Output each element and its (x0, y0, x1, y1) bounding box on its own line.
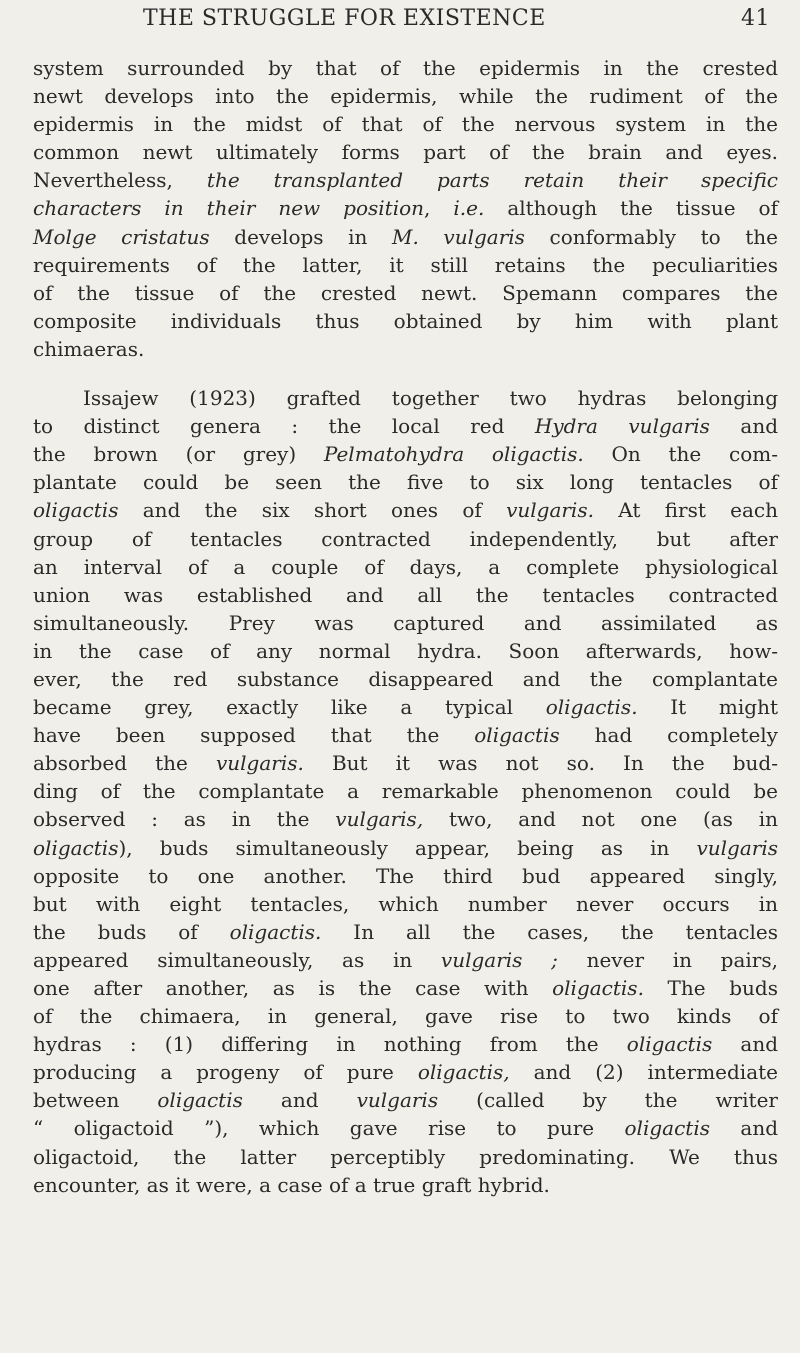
italic-text: oligactis. (229, 919, 322, 944)
italic-text: vulgaris (696, 835, 778, 860)
page-number: 41 (741, 6, 770, 31)
paragraph (33, 384, 778, 1199)
text-run: , (424, 196, 454, 221)
italic-text: oligactis (33, 498, 119, 523)
text-run: never in pairs, (557, 947, 778, 972)
text-line (33, 777, 778, 805)
text-run: and (709, 1116, 779, 1141)
text-run: union was established and all the tentacles contracted (33, 582, 778, 607)
text-run: plantate could be seen the five to six long tentacles of (33, 470, 778, 495)
text-line (33, 1171, 778, 1199)
text-run: of the chimaera, in general, gave rise to two kinds of (33, 1004, 778, 1029)
text-line (33, 223, 778, 251)
text-line (33, 581, 778, 609)
text-run: But it was not so. In the bud- (303, 751, 778, 776)
paragraph (33, 54, 778, 363)
italic-text: oligactis (157, 1088, 243, 1113)
text-line (33, 665, 778, 693)
text-line (33, 54, 778, 82)
text-line (33, 110, 778, 138)
text-run: newt develops into the epidermis, while the rudiment of the (33, 84, 778, 109)
italic-text: oligactis, (417, 1060, 510, 1085)
text-line (33, 412, 778, 440)
italic-text: oligactis (474, 723, 560, 748)
text-run: oligactoid, the latter perceptibly predominating. We thus (33, 1144, 778, 1169)
body-text (33, 54, 778, 1199)
text-run: two, and not one (as in (423, 807, 779, 832)
text-line (33, 1114, 778, 1142)
italic-text: i.e. (453, 196, 485, 221)
running-header (33, 6, 770, 36)
text-run: observed : as in the (33, 807, 336, 832)
text-run: ever, the red substance disappeared and the complantate (33, 666, 778, 691)
text-line (33, 834, 778, 862)
running-title: THE STRUGGLE FOR EXISTENCE (143, 6, 546, 31)
text-run: and (712, 1032, 779, 1057)
text-line (33, 553, 778, 581)
text-line (33, 749, 778, 777)
text-run: requirements of the latter, it still retains the peculiarities (33, 252, 778, 277)
text-run: In all the cases, the tentacles (321, 919, 778, 944)
text-line (33, 862, 778, 890)
text-run: Nevertheless, (33, 168, 207, 193)
text-run: in the case of any normal hydra. Soon afterwards, how- (33, 638, 778, 663)
text-run: group of tentacles contracted independently, but after (33, 526, 778, 551)
text-run: but with eight tentacles, which number never occurs in (33, 891, 778, 916)
text-run: ), buds simultaneously appear, being as in (118, 835, 697, 860)
text-run: opposite to one another. The third bud appeared singly, (33, 863, 778, 888)
text-line (33, 721, 778, 749)
italic-text: oligactis. (552, 976, 644, 1000)
text-run: although the tissue of (484, 196, 778, 221)
italic-text: Pelmatohydra oligactis. (323, 442, 584, 467)
text-line (33, 525, 778, 553)
text-run: conformably to the (524, 224, 778, 249)
text-line (33, 307, 778, 335)
text-line (33, 166, 778, 194)
text-line (33, 194, 778, 222)
text-line (33, 1002, 778, 1030)
text-run: It might (637, 695, 779, 720)
text-line (33, 279, 778, 307)
italic-text: vulgaris, (335, 807, 424, 832)
text-run: to distinct genera : the local red (33, 414, 535, 439)
text-line (33, 82, 778, 110)
italic-text: oligactis (626, 1032, 713, 1057)
text-run: an interval of a couple of days, a complete physiological (33, 554, 778, 579)
paragraph-gap (33, 363, 778, 384)
italic-text: vulgaris. (506, 498, 594, 523)
italic-text: vulgaris. (215, 751, 304, 776)
text-run: had completely (559, 723, 778, 748)
text-run: the brown (or grey) (33, 442, 324, 467)
text-run: At first each (593, 498, 778, 523)
text-run: absorbed the (33, 751, 216, 776)
text-line (33, 693, 778, 721)
text-line (33, 946, 778, 974)
italic-text: oligactis. (545, 695, 638, 720)
text-run: encounter, as it were, a case of a true graft hybrid. (33, 1172, 550, 1197)
text-line (33, 468, 778, 496)
text-line (33, 1143, 778, 1171)
text-run: and (242, 1088, 357, 1113)
text-run: “ oligactoid ”), which gave rise to pure (33, 1116, 625, 1141)
text-run: ding of the complantate a remarkable phenomenon could be (33, 779, 778, 804)
italic-text: oligactis (624, 1116, 710, 1141)
text-run: develops in (209, 224, 392, 249)
text-line (33, 918, 778, 946)
text-line (33, 496, 778, 524)
text-run: On the com- (583, 442, 778, 467)
italic-text: vulgaris (356, 1088, 439, 1113)
text-run: epidermis in the midst of that of the nervous system in the (33, 112, 778, 137)
text-line (33, 1058, 778, 1086)
italic-text: Molge cristatus (33, 224, 210, 249)
text-line (33, 1086, 778, 1114)
text-line (33, 335, 778, 363)
text-line (33, 974, 778, 1002)
text-run: system surrounded by that of the epidermis in the crested (33, 56, 778, 80)
text-run: simultaneously. Prey was captured and assimilated as (33, 610, 778, 635)
text-line (33, 251, 778, 279)
text-run: and the six short ones of (118, 498, 507, 523)
text-run: and (2) intermediate (509, 1060, 778, 1085)
text-line (33, 1030, 778, 1058)
text-run: the buds of (33, 919, 230, 944)
text-run: have been supposed that the (33, 723, 475, 748)
text-line (33, 440, 778, 468)
text-run: and (709, 414, 778, 439)
text-run: hydras : (1) differing in nothing from the (33, 1032, 627, 1057)
text-run: became grey, exactly like a typical (33, 695, 546, 720)
text-run: appeared simultaneously, as in (33, 947, 441, 972)
italic-text: oligactis (33, 835, 119, 860)
text-run: of the tissue of the crested newt. Spemann compares the (33, 280, 778, 305)
text-line (33, 890, 778, 918)
italic-text: Hydra vulgaris (534, 414, 710, 439)
text-line (33, 384, 778, 412)
text-line (33, 637, 778, 665)
text-run: The buds (643, 976, 778, 1000)
text-line (33, 138, 778, 166)
italic-text: vulgaris ; (440, 947, 558, 972)
text-run: (called by the writer (438, 1088, 778, 1113)
text-run: between (33, 1088, 158, 1113)
italic-text: characters in their new position (33, 196, 425, 221)
text-run: Issajew (1923) grafted together two hydras belonging (83, 386, 778, 411)
text-run: chimaeras. (33, 336, 145, 361)
text-run: one after another, as is the case with (33, 976, 553, 1000)
text-run: producing a progeny of pure (33, 1060, 418, 1085)
italic-text: the transplanted parts retain their specific (206, 168, 778, 193)
text-line (33, 805, 778, 833)
text-run: composite individuals thus obtained by him with plant (33, 308, 778, 333)
italic-text: M. vulgaris (391, 224, 525, 249)
text-run: common newt ultimately forms part of the brain and eyes. (33, 140, 778, 165)
text-line (33, 609, 778, 637)
